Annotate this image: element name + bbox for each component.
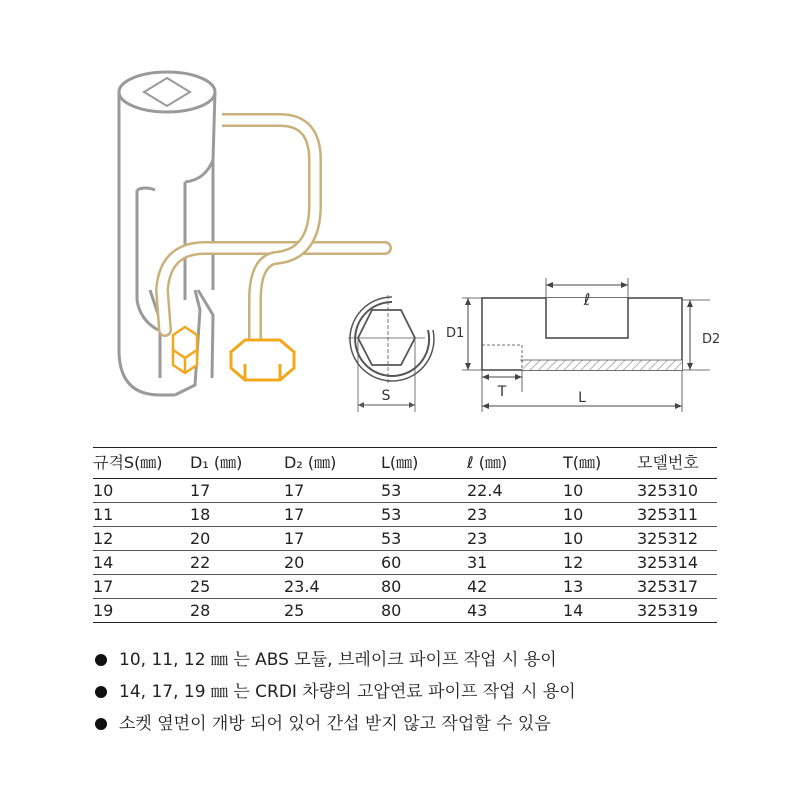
- dim-label-l: L: [578, 390, 586, 406]
- cell-d1: 18: [190, 505, 211, 524]
- socket-3d-drawing: [119, 72, 215, 395]
- note-text: 10, 11, 12 ㎜ 는 ABS 모듈, 브레이크 파이프 작업 시 용이: [119, 650, 557, 670]
- cell-t: 10: [563, 505, 584, 524]
- table-row: [93, 575, 717, 599]
- col-header-size: 규격S(㎜): [93, 453, 163, 472]
- cell-d1: 22: [190, 553, 211, 572]
- table-row: [93, 503, 717, 527]
- note-item: [95, 644, 576, 676]
- cell-l: 53: [381, 505, 402, 524]
- cell-l: 53: [381, 529, 402, 548]
- bullet-icon: [95, 654, 107, 666]
- cell-l: 80: [381, 577, 402, 596]
- cell-ell: 43: [467, 601, 488, 620]
- table-row: [93, 479, 717, 503]
- cell-d2: 17: [284, 529, 305, 548]
- cell-size: 19: [93, 601, 114, 620]
- cross-section-view: [348, 295, 434, 412]
- col-header-model: 모델번호: [637, 453, 699, 472]
- nut-in-socket: [173, 327, 197, 373]
- dim-label-ell: ℓ: [583, 290, 591, 309]
- side-view: [446, 278, 720, 412]
- nut-free: [231, 340, 294, 380]
- cell-size: 11: [93, 505, 114, 524]
- cell-size: 10: [93, 481, 114, 500]
- pipe-top: [222, 120, 315, 350]
- cell-d2: 17: [284, 505, 305, 524]
- bullet-icon: [95, 718, 107, 730]
- col-header-l: L(㎜): [381, 453, 419, 472]
- bullet-icon: [95, 686, 107, 698]
- cell-d2: 20: [284, 553, 305, 572]
- col-header-d2: D₂ (㎜): [284, 453, 337, 472]
- cell-d1: 17: [190, 481, 211, 500]
- table-row: [93, 551, 717, 575]
- cell-size: 17: [93, 577, 114, 596]
- note-item: [95, 676, 576, 708]
- note-text: 소켓 옆면이 개방 되어 있어 간섭 받지 않고 작업할 수 있음: [119, 714, 551, 734]
- col-header-ell: ℓ (㎜): [467, 453, 508, 472]
- cell-l: 80: [381, 601, 402, 620]
- cell-size: 14: [93, 553, 114, 572]
- cell-t: 12: [563, 553, 584, 572]
- cell-model: 325312: [637, 529, 699, 548]
- dim-label-d2: D2: [702, 332, 721, 347]
- cell-model: 325314: [637, 553, 699, 572]
- cell-t: 10: [563, 529, 584, 548]
- col-header-t: T(㎜): [563, 453, 602, 472]
- spec-table: [93, 447, 717, 623]
- cell-t: 10: [563, 481, 584, 500]
- table-header-row: [93, 448, 717, 479]
- dim-label-t: T: [497, 384, 507, 400]
- cell-model: 325310: [637, 481, 699, 500]
- dim-label-d1: D1: [446, 326, 465, 341]
- note-item: [95, 708, 576, 740]
- table-row: [93, 599, 717, 623]
- cell-d1: 28: [190, 601, 211, 620]
- cell-ell: 23: [467, 505, 488, 524]
- cell-ell: 31: [467, 553, 488, 572]
- cell-d2: 25: [284, 601, 305, 620]
- dim-label-s: S: [381, 388, 391, 404]
- cell-size: 12: [93, 529, 114, 548]
- cell-t: 14: [563, 601, 584, 620]
- cell-d1: 20: [190, 529, 211, 548]
- cell-ell: 22.4: [467, 481, 503, 500]
- cell-d2: 23.4: [284, 577, 320, 596]
- cell-model: 325319: [637, 601, 699, 620]
- cell-ell: 42: [467, 577, 488, 596]
- cell-t: 13: [563, 577, 584, 596]
- cell-model: 325317: [637, 577, 699, 596]
- table-row: [93, 527, 717, 551]
- cell-ell: 23: [467, 529, 488, 548]
- cell-l: 60: [381, 553, 402, 572]
- cell-l: 53: [381, 481, 402, 500]
- feature-notes: [95, 644, 576, 740]
- cell-d1: 25: [190, 577, 211, 596]
- cell-d2: 17: [284, 481, 305, 500]
- col-header-d1: D₁ (㎜): [190, 453, 243, 472]
- note-text: 14, 17, 19 ㎜ 는 CRDI 차량의 고압연료 파이프 작업 시 용이: [119, 682, 576, 702]
- cell-model: 325311: [637, 505, 699, 524]
